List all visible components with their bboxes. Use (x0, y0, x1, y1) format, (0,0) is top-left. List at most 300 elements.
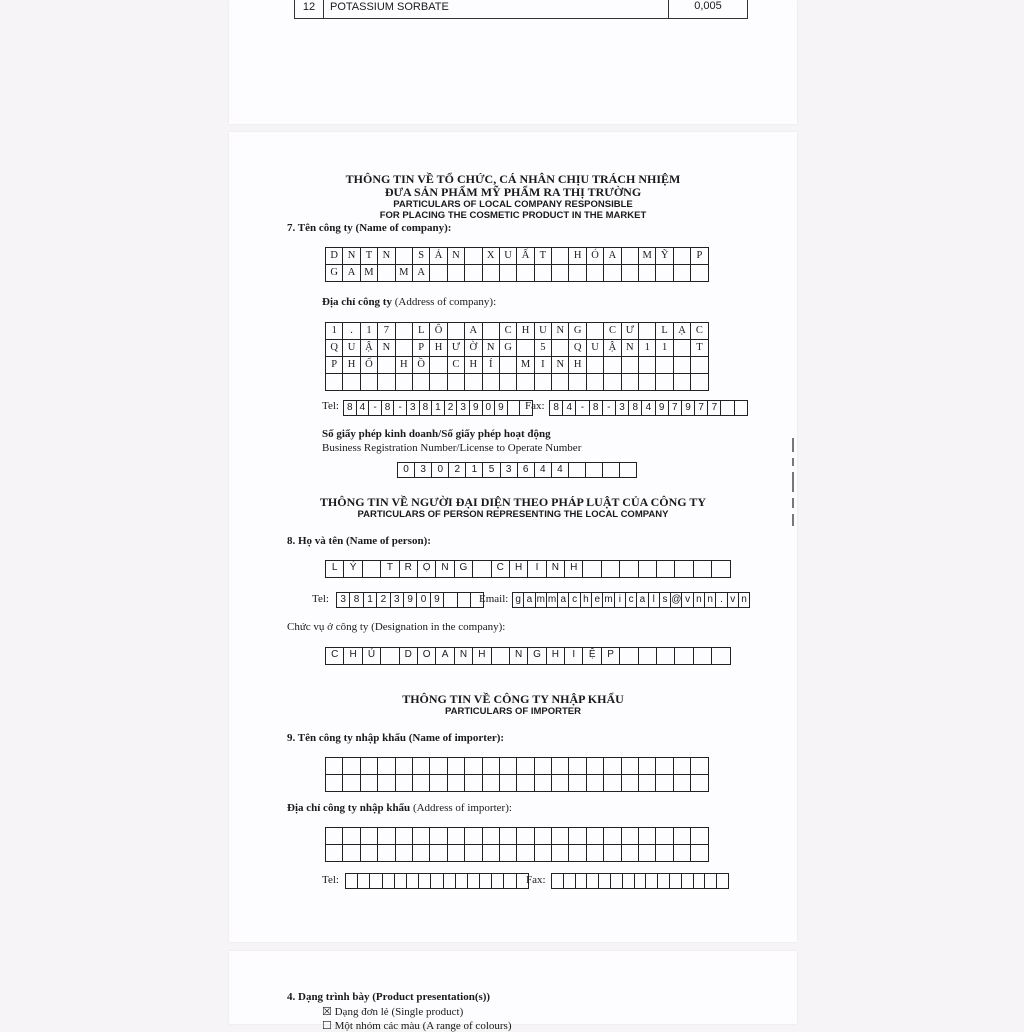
grid-cell: P (413, 340, 430, 357)
grid-cell: L (413, 323, 430, 340)
grid-cell: U (343, 340, 360, 357)
grid-cell (413, 845, 430, 862)
box-cell: Ủ (363, 648, 381, 665)
grid-cell (378, 758, 395, 775)
grid-cell (483, 323, 500, 340)
grid-cell (622, 248, 639, 265)
box-cell: 3 (501, 463, 518, 478)
grid-cell (622, 265, 639, 282)
grid-cell (413, 828, 430, 845)
grid-cell (430, 374, 447, 391)
box-cell (682, 874, 694, 889)
box-cell (635, 874, 647, 889)
box-cell: 5 (483, 463, 500, 478)
license-label-en: Business Registration Number/License to Operate Number (322, 442, 582, 454)
grid-cell (361, 374, 378, 391)
grid-cell (413, 775, 430, 792)
box-cell (623, 874, 635, 889)
box-cell: H (510, 561, 528, 578)
grid-cell: Ạ (674, 323, 691, 340)
box-cell (694, 874, 706, 889)
box-cell (569, 463, 586, 478)
box-cell (383, 874, 395, 889)
box-cell (587, 874, 599, 889)
grid-cell: M (361, 265, 378, 282)
box-cell (552, 874, 564, 889)
grid-cell: N (343, 248, 360, 265)
grid-cell: Ấ (517, 248, 534, 265)
grid-cell: H (396, 357, 413, 374)
importer-name-label: 9. Tên công ty nhập khẩu (Name of importer): (287, 732, 505, 744)
grid-cell: 5 (535, 340, 552, 357)
box-cell: 3 (616, 401, 629, 416)
box-cell (444, 874, 456, 889)
grid-cell (604, 758, 621, 775)
box-cell (419, 874, 431, 889)
box-cell (675, 561, 693, 578)
box-cell (444, 593, 457, 608)
box-cell (381, 648, 399, 665)
importer-address-grid (325, 827, 709, 862)
grid-cell (604, 845, 621, 862)
grid-cell (343, 775, 360, 792)
grid-cell (343, 845, 360, 862)
box-cell: 7 (695, 401, 708, 416)
grid-cell: . (343, 323, 360, 340)
box-cell (602, 561, 620, 578)
box-cell (658, 874, 670, 889)
box-cell: a (524, 593, 535, 608)
grid-cell: G (326, 265, 343, 282)
grid-cell (552, 758, 569, 775)
grid-cell: U (587, 340, 604, 357)
grid-cell (448, 828, 465, 845)
license-cells (397, 462, 637, 478)
grid-cell: X (483, 248, 500, 265)
grid-cell (535, 374, 552, 391)
box-cell (657, 561, 675, 578)
box-cell: L (326, 561, 344, 578)
box-cell: 1 (466, 463, 483, 478)
grid-cell: C (691, 323, 708, 340)
local-company-title-vi-1: THÔNG TIN VỀ TỔ CHỨC, CÁ NHÂN CHỊU TRÁCH NHIỆM (345, 172, 681, 186)
box-cell: . (716, 593, 727, 608)
box-cell (721, 401, 734, 416)
box-cell: C (326, 648, 344, 665)
box-cell: 2 (445, 401, 458, 416)
box-cell: H (473, 648, 491, 665)
company-tel-label: Tel: (322, 400, 339, 412)
box-cell: 0 (398, 463, 415, 478)
grid-cell (674, 265, 691, 282)
box-cell: g (513, 593, 524, 608)
box-cell: 9 (682, 401, 695, 416)
grid-cell (361, 845, 378, 862)
box-cell (458, 593, 471, 608)
box-cell: N (455, 648, 473, 665)
grid-cell: 1 (656, 340, 673, 357)
grid-cell: 1 (639, 340, 656, 357)
person-email-cells (512, 592, 750, 608)
representative-title-en: PARTICULARS OF PERSON REPRESENTING THE LOCAL COMPANY (357, 509, 669, 520)
box-cell: C (492, 561, 510, 578)
box-cell (504, 874, 516, 889)
grid-cell (674, 828, 691, 845)
margin-marks (789, 432, 797, 552)
grid-cell (465, 828, 482, 845)
representative-title-vi: THÔNG TIN VỀ NGƯỜI ĐẠI DIỆN THEO PHÁP LUẬT CỦA CÔNG TY (319, 495, 707, 509)
box-cell: 3 (391, 593, 404, 608)
grid-cell: M (396, 265, 413, 282)
box-cell (370, 874, 382, 889)
box-cell: 2 (377, 593, 390, 608)
box-cell: P (602, 648, 620, 665)
grid-cell: A (604, 248, 621, 265)
grid-cell: Ỹ (656, 248, 673, 265)
box-cell (492, 648, 510, 665)
grid-cell: A (465, 323, 482, 340)
grid-cell (378, 775, 395, 792)
grid-cell (378, 374, 395, 391)
grid-cell (622, 374, 639, 391)
grid-cell: Ậ (604, 340, 621, 357)
box-cell: G (528, 648, 546, 665)
box-cell: 0 (483, 401, 496, 416)
box-cell (639, 648, 657, 665)
box-cell: 9 (470, 401, 483, 416)
local-company-title-en-2: FOR PLACING THE COSMETIC PRODUCT IN THE MARKET (379, 210, 647, 221)
box-cell: m (603, 593, 614, 608)
grid-cell (326, 758, 343, 775)
grid-cell: N (483, 340, 500, 357)
grid-cell (396, 845, 413, 862)
grid-cell (604, 828, 621, 845)
grid-cell: Q (326, 340, 343, 357)
grid-cell (639, 265, 656, 282)
next-page (229, 951, 797, 1032)
grid-cell (691, 775, 708, 792)
company-address-label-bold: Địa chỉ công ty (322, 296, 392, 308)
box-cell (407, 874, 419, 889)
importer-fax-cells (551, 873, 729, 889)
grid-cell: Ó (587, 248, 604, 265)
box-cell (508, 401, 521, 416)
grid-cell (500, 374, 517, 391)
grid-cell: N (552, 323, 569, 340)
grid-cell (483, 828, 500, 845)
designation-cells (325, 647, 731, 665)
grid-cell: N (448, 248, 465, 265)
box-cell: n (739, 593, 750, 608)
ingredient-name: POTASSIUM SORBATE (324, 0, 669, 18)
grid-cell (483, 265, 500, 282)
box-cell (576, 874, 588, 889)
grid-cell (465, 248, 482, 265)
box-cell (717, 874, 729, 889)
grid-cell (500, 845, 517, 862)
box-cell: N (510, 648, 528, 665)
box-cell: - (603, 401, 616, 416)
grid-cell: P (326, 357, 343, 374)
grid-cell (552, 374, 569, 391)
box-cell (473, 561, 491, 578)
grid-cell (465, 374, 482, 391)
grid-cell (483, 775, 500, 792)
grid-cell (517, 374, 534, 391)
box-cell (694, 648, 712, 665)
box-cell: v (728, 593, 739, 608)
grid-cell (691, 845, 708, 862)
grid-cell (691, 758, 708, 775)
box-cell: 9 (431, 593, 444, 608)
grid-cell (361, 828, 378, 845)
grid-cell (517, 340, 534, 357)
grid-cell (326, 828, 343, 845)
box-cell (705, 874, 717, 889)
grid-cell (569, 265, 586, 282)
grid-cell (674, 248, 691, 265)
box-cell (657, 648, 675, 665)
grid-cell: S (413, 248, 430, 265)
presentation-label: 4. Dạng trình bày (Product presentation(s)) (287, 991, 491, 1003)
company-fax-cells (549, 400, 748, 416)
grid-cell (396, 828, 413, 845)
grid-cell (587, 775, 604, 792)
grid-cell (361, 758, 378, 775)
box-cell: n (705, 593, 716, 608)
box-cell (639, 561, 657, 578)
grid-cell (587, 845, 604, 862)
grid-cell (622, 357, 639, 374)
box-cell (431, 874, 443, 889)
box-cell: l (649, 593, 660, 608)
importer-address-label-rest: (Address of importer): (410, 802, 512, 814)
grid-cell (674, 340, 691, 357)
box-cell: I (565, 648, 583, 665)
grid-cell (639, 758, 656, 775)
grid-cell (326, 845, 343, 862)
box-cell: R (400, 561, 418, 578)
grid-cell: N (622, 340, 639, 357)
grid-cell (552, 265, 569, 282)
grid-cell (569, 775, 586, 792)
box-cell: Ý (344, 561, 362, 578)
grid-cell: H (430, 340, 447, 357)
grid-cell: Í (483, 357, 500, 374)
box-cell: m (536, 593, 547, 608)
grid-cell (569, 845, 586, 862)
grid-cell (535, 828, 552, 845)
box-cell: - (369, 401, 382, 416)
grid-cell: Ồ (413, 357, 430, 374)
grid-cell (674, 357, 691, 374)
grid-cell (430, 265, 447, 282)
person-name-label: 8. Họ và tên (Name of person): (287, 535, 431, 547)
ingredient-row (294, 0, 748, 19)
grid-cell (552, 845, 569, 862)
box-cell: 1 (432, 401, 445, 416)
grid-cell (448, 845, 465, 862)
box-cell (492, 874, 504, 889)
grid-cell (604, 357, 621, 374)
box-cell: 7 (669, 401, 682, 416)
box-cell (611, 874, 623, 889)
box-cell: 8 (344, 401, 357, 416)
grid-cell: A (413, 265, 430, 282)
grid-cell: U (500, 248, 517, 265)
box-cell: 7 (708, 401, 721, 416)
box-cell: H (565, 561, 583, 578)
grid-cell (569, 374, 586, 391)
importer-tel-cells (345, 873, 529, 889)
presentation-option-single: ☒ Dạng đơn lẻ (Single product) (322, 1006, 464, 1018)
grid-cell (500, 357, 517, 374)
box-cell: e (592, 593, 603, 608)
box-cell (620, 648, 638, 665)
grid-cell (448, 323, 465, 340)
box-cell: D (400, 648, 418, 665)
grid-cell (517, 828, 534, 845)
box-cell: 8 (350, 593, 363, 608)
box-cell: 2 (449, 463, 466, 478)
box-cell: @ (671, 593, 682, 608)
grid-cell (483, 845, 500, 862)
box-cell: 8 (382, 401, 395, 416)
box-cell: N (547, 561, 565, 578)
grid-cell: Ậ (361, 340, 378, 357)
grid-cell: C (448, 357, 465, 374)
grid-cell (639, 374, 656, 391)
box-cell: 1 (364, 593, 377, 608)
grid-cell: M (639, 248, 656, 265)
box-cell: - (576, 401, 589, 416)
company-address-label (322, 296, 496, 308)
grid-cell (552, 340, 569, 357)
box-cell: h (581, 593, 592, 608)
grid-cell (587, 758, 604, 775)
box-cell (670, 874, 682, 889)
grid-cell (656, 357, 673, 374)
box-cell: Ọ (418, 561, 436, 578)
box-cell: 8 (590, 401, 603, 416)
grid-cell (483, 758, 500, 775)
grid-cell (326, 374, 343, 391)
grid-cell: T (691, 340, 708, 357)
grid-cell: H (465, 357, 482, 374)
grid-cell (448, 265, 465, 282)
grid-cell (465, 845, 482, 862)
box-cell (675, 648, 693, 665)
importer-title-en: PARTICULARS OF IMPORTER (445, 706, 581, 717)
box-cell: - (394, 401, 407, 416)
grid-cell (430, 357, 447, 374)
presentation-option-range: ☐ Một nhóm các màu (A range of colours) (322, 1020, 512, 1032)
grid-cell (552, 775, 569, 792)
grid-cell (622, 758, 639, 775)
box-cell: 9 (495, 401, 508, 416)
importer-title-vi: THÔNG TIN VỀ CÔNG TY NHẬP KHẨU (402, 692, 624, 706)
grid-cell: P (691, 248, 708, 265)
box-cell: Ệ (583, 648, 601, 665)
grid-cell (587, 374, 604, 391)
grid-cell (691, 828, 708, 845)
grid-cell: M (517, 357, 534, 374)
grid-cell (587, 323, 604, 340)
grid-cell (517, 758, 534, 775)
box-cell (363, 561, 381, 578)
grid-cell (378, 828, 395, 845)
box-cell (586, 463, 603, 478)
grid-cell (430, 828, 447, 845)
person-tel-cells (336, 592, 484, 608)
grid-cell: L (656, 323, 673, 340)
grid-cell: C (500, 323, 517, 340)
grid-cell (587, 828, 604, 845)
grid-cell (639, 828, 656, 845)
grid-cell (396, 374, 413, 391)
box-cell: 8 (420, 401, 433, 416)
box-cell: 8 (550, 401, 563, 416)
box-cell: I (528, 561, 546, 578)
grid-cell (622, 828, 639, 845)
importer-fax-label: Fax: (526, 874, 546, 886)
grid-cell (500, 758, 517, 775)
grid-cell (430, 775, 447, 792)
grid-cell (378, 845, 395, 862)
grid-cell (413, 758, 430, 775)
box-cell (694, 561, 712, 578)
grid-cell: G (569, 323, 586, 340)
grid-cell (587, 265, 604, 282)
box-cell: A (436, 648, 454, 665)
grid-cell (639, 357, 656, 374)
grid-cell (656, 828, 673, 845)
grid-cell (569, 828, 586, 845)
box-cell: a (558, 593, 569, 608)
grid-cell (604, 374, 621, 391)
company-address-grid (325, 322, 709, 391)
grid-cell (361, 775, 378, 792)
box-cell: s (660, 593, 671, 608)
grid-cell (691, 265, 708, 282)
box-cell (646, 874, 658, 889)
grid-cell (396, 758, 413, 775)
grid-cell (500, 775, 517, 792)
box-cell (395, 874, 407, 889)
grid-cell (430, 758, 447, 775)
grid-cell (622, 775, 639, 792)
grid-cell (535, 845, 552, 862)
box-cell (712, 648, 730, 665)
box-cell: 9 (404, 593, 417, 608)
box-cell (346, 874, 358, 889)
box-cell (620, 463, 637, 478)
grid-cell (396, 775, 413, 792)
grid-cell (396, 323, 413, 340)
grid-cell: Ờ (465, 340, 482, 357)
grid-cell: H (569, 357, 586, 374)
box-cell: n (694, 593, 705, 608)
box-cell: 6 (518, 463, 535, 478)
grid-cell: H (569, 248, 586, 265)
box-cell: 0 (432, 463, 449, 478)
grid-cell: Ư (622, 323, 639, 340)
grid-cell (396, 248, 413, 265)
box-cell (456, 874, 468, 889)
form-page (229, 132, 797, 942)
grid-cell (343, 758, 360, 775)
grid-cell (430, 845, 447, 862)
